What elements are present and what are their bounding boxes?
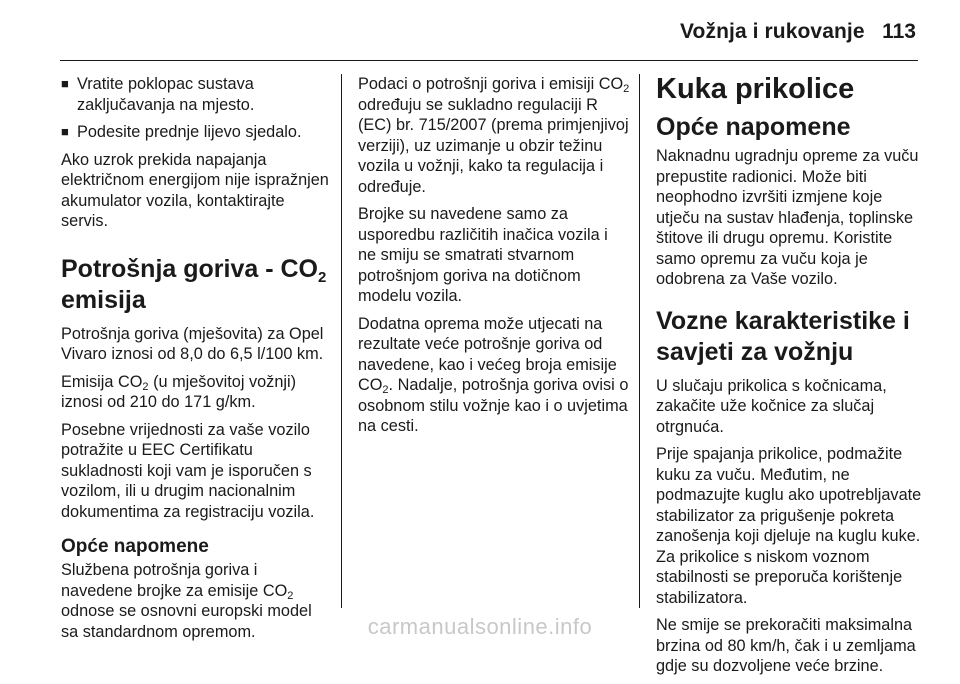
column-divider <box>341 74 342 608</box>
paragraph: Brojke su navedene samo za usporedbu različitih inačica vozila i ne smiju se smatrati stvarnom potrošnjom goriva na dotičnom modelu vozila. <box>358 205 608 305</box>
paragraph: Dodatna oprema može utjecati na rezultate veće potrošnje goriva od navedene, kao i većeg broja emisije $CO_2$. Nadalje, potrošnja goriva ovisi o osobnom stilu vožnje kao i o uvjetima na cesti. <box>358 314 629 435</box>
section-heading-driving: Vozne karakteristike i savjeti za vožnju <box>656 306 910 366</box>
column-middle <box>358 74 630 444</box>
paragraph: Podaci o potrošnji goriva i emisiji $CO_2$ određuju se sukladno regulaciji R (EC) br. 715/2007 (prema primjenjivoj verziji), uz uzimanje u obzir težinu vozila u vožnji, kako ta regulacija i određuje. <box>358 75 630 196</box>
chapter-heading-tow-hitch: Kuka prikolice <box>656 73 855 105</box>
column-left <box>61 74 331 649</box>
paragraph: Ako uzrok prekida napajanja električnom energijom nije ispražnjen akumulator vozila, kontaktirajte servis. <box>61 150 329 230</box>
bullet-item: ■ Vratite poklopac sustava zaključavanja na mjesto. <box>61 75 255 114</box>
column-right <box>656 74 922 684</box>
paragraph: Službena potrošnja goriva i navedene brojke za emisije $CO_2$ odnose se osnovni europski model sa standardnom opremom. <box>61 561 312 641</box>
paragraph: Naknadnu ugradnju opreme za vuču prepustite radionici. Može biti neophodno izvršiti izmjene koje utječu na sustav hlađenja, toplinske štitove ili drugu opremu. Koristite samo opremu za vuču koja je odobrena za Vaše vozilo. <box>656 147 919 288</box>
paragraph: Potrošnja goriva (mješovita) za Opel Vivaro iznosi od 8,0 do 6,5 l/100 km. <box>61 324 324 363</box>
bullet-square-icon: ■ <box>61 76 69 91</box>
section-heading-fuel: Potrošnja goriva - $CO_2$ emisija <box>61 254 327 314</box>
section-heading-general: Opće napomene <box>656 113 851 141</box>
column-divider <box>639 74 640 608</box>
paragraph: Prije spajanja prikolice, podmažite kuku za vuču. Međutim, ne podmazujte kuglu ako upotrebljavate stabilizator za prigušenje pokreta zanošenja koji djeluje na kuglu kuke. Za prikolice s niskom voznom stabilnosti se preporuča korištenje stabilizatora. <box>656 445 922 607</box>
bullet-item: ■ Podesite prednje lijevo sjedalo. <box>61 123 302 141</box>
header-rule <box>60 60 918 61</box>
running-header-title: Vožnja i rukovanje <box>680 20 865 43</box>
watermark: carmanualsonline.info <box>367 614 593 639</box>
subsection-heading-general: Opće napomene <box>61 536 209 557</box>
paragraph: Emisija $CO_2$ (u mješovitoj vožnji) iznosi od 210 do 171 g/km. <box>61 372 297 411</box>
paragraph: U slučaju prikolica s kočnicama, zakačite uže kočnice za slučaj otrgnuća. <box>656 376 887 436</box>
paragraph: Ne smije se prekoračiti maksimalna brzina od 80 km/h, čak i u zemljama gdje su dozvoljene veće brzine. <box>656 616 916 675</box>
paragraph: Posebne vrijednosti za vaše vozilo potražite u EEC Certifikatu sukladnosti koji vam je isporučen s vozilom, ili u drugim nacionalnim dokumentima za registraciju vozila. <box>61 420 315 521</box>
page-number: 113 <box>882 20 916 43</box>
bullet-square-icon: ■ <box>61 124 69 139</box>
